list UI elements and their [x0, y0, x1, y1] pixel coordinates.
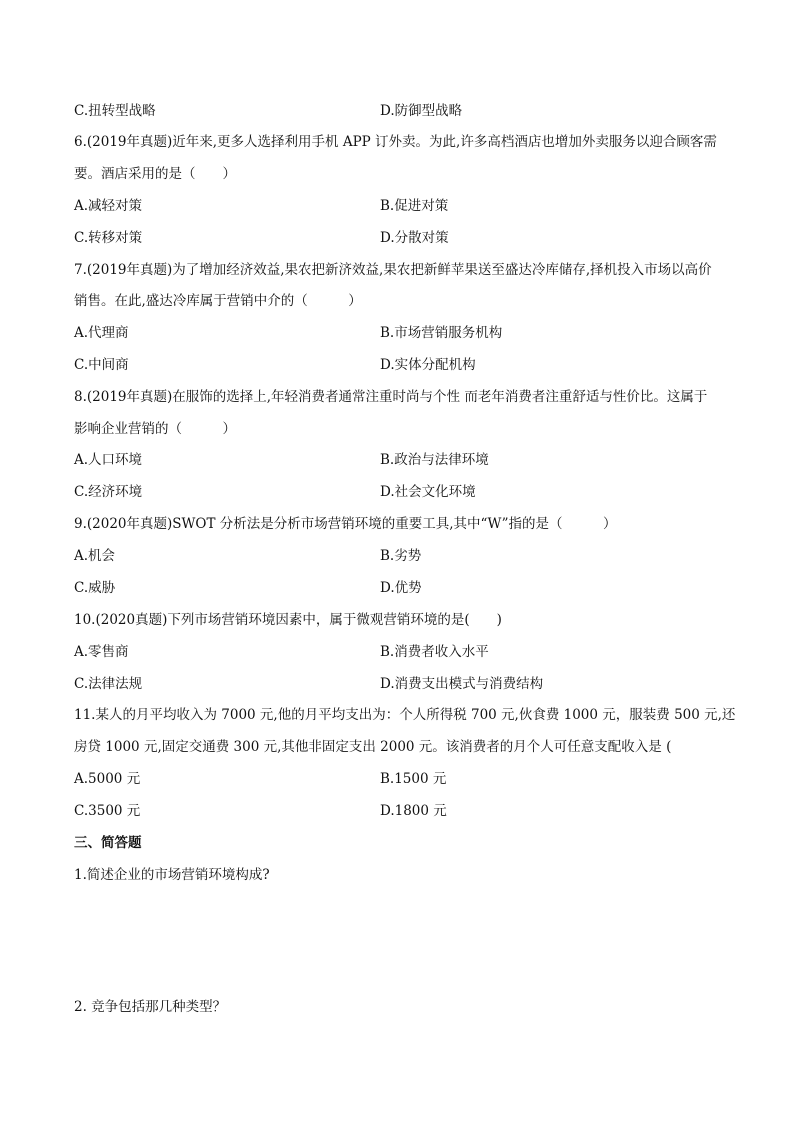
q10-option-d: D.消费支出模式与消费结构	[380, 676, 544, 692]
section-heading: 三、简答题	[74, 835, 142, 851]
q11-option-d: D.1800 元	[380, 803, 447, 819]
q11-option-b: B.1500 元	[380, 771, 447, 787]
option-c: C.扭转型战略	[74, 103, 156, 119]
q10-option-b: B.消费者收入水平	[380, 644, 489, 660]
q11-option-a: A.5000 元	[74, 771, 141, 787]
q9-option-c: C.威胁	[74, 580, 116, 596]
question-10-text: 10.(2020真题)下列市场营销环境因素中，属于微观营销环境的是( )	[74, 612, 502, 628]
q6-option-d: D.分散对策	[380, 230, 449, 246]
q8-option-d: D.社会文化环境	[380, 484, 476, 500]
short-answer-q1: 1.简述企业的市场营销环境构成?	[74, 867, 270, 883]
q7-option-b: B.市场营销服务机构	[380, 325, 503, 341]
q6-option-b: B.促进对策	[380, 198, 449, 214]
question-8-text: 8.(2019年真题)在服饰的选择上,年轻消费者通常注重时尚与个性 而老年消费者注重舒适与性价比。这属于	[74, 389, 708, 405]
question-11-text: 11.某人的月平均收入为 7000 元,他的月平均支出为：个人所得税 700 元,伙食费 1000 元，服装费 500 元,还	[74, 707, 736, 723]
q6-option-a: A.减轻对策	[74, 198, 143, 214]
q9-option-b: B.劣势	[380, 548, 422, 564]
q10-option-c: C.法律法规	[74, 676, 143, 692]
question-11-text-cont: 房贷 1000 元,固定交通费 300 元,其他非固定支出 2000 元。该消费者的月个人可任意支配收入是 (	[74, 739, 672, 755]
q11-option-c: C.3500 元	[74, 803, 141, 819]
question-7-text-cont: 销售。在此,盛达冷库属于营销中介的（ ）	[74, 293, 362, 309]
q8-option-a: A.人口环境	[74, 452, 143, 468]
question-9-text: 9.(2020年真题)SWOT 分析法是分析市场营销环境的重要工具,其中“W”指的是（ ）	[74, 516, 617, 532]
option-d: D.防御型战略	[380, 103, 463, 119]
question-6-text-cont: 要。酒店采用的是（ ）	[74, 166, 236, 182]
question-8-text-cont: 影响企业营销的（ ）	[74, 421, 236, 437]
q9-option-d: D.优势	[380, 580, 422, 596]
q7-option-c: C.中间商	[74, 357, 129, 373]
q8-option-b: B.政治与法律环境	[380, 452, 489, 468]
q7-option-a: A.代理商	[74, 325, 129, 341]
q8-option-c: C.经济环境	[74, 484, 143, 500]
q10-option-a: A.零售商	[74, 644, 129, 660]
question-6-text: 6.(2019年真题)近年来,更多人选择利用手机 APP 订外卖。为此,许多高档酒店也增加外卖服务以迎合顾客需	[74, 134, 717, 150]
short-answer-q2: 2. 竞争包括那几种类型？	[74, 999, 227, 1015]
question-7-text: 7.(2019年真题)为了增加经济效益,果农把新济效益,果农把新鲜苹果送至盛达冷库储存,择机投入市场以高价	[74, 262, 712, 278]
q9-option-a: A.机会	[74, 548, 116, 564]
q7-option-d: D.实体分配机构	[380, 357, 476, 373]
q6-option-c: C.转移对策	[74, 230, 143, 246]
